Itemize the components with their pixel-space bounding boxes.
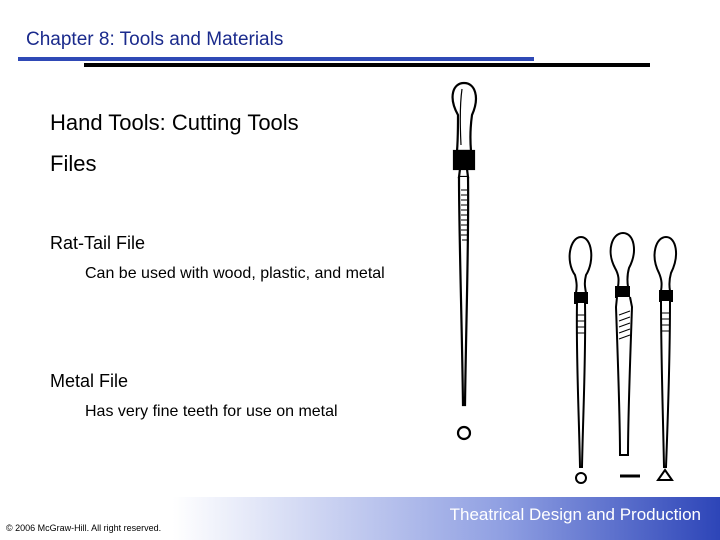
- round-file-icon: [570, 237, 592, 483]
- metal-file-description: Has very fine teeth for use on metal: [85, 403, 338, 420]
- files-illustration-icon: [420, 75, 700, 495]
- header-rule-blue: [18, 57, 534, 61]
- flat-file-icon: [611, 233, 640, 476]
- slide-title: Hand Tools: Cutting Tools: [50, 110, 299, 135]
- rat-tail-file-heading: Rat-Tail File: [50, 233, 146, 253]
- footer-title: Theatrical Design and Production: [449, 505, 701, 524]
- header-rule-black: [84, 63, 650, 67]
- copyright-text: © 2006 McGraw-Hill. All right reserved.: [6, 523, 162, 533]
- slide-subtitle: Files: [50, 151, 97, 176]
- rat-tail-file-description: Can be used with wood, plastic, and metal: [85, 265, 385, 282]
- triangular-file-icon: [655, 237, 676, 480]
- rat-tail-file-icon: [453, 83, 476, 439]
- metal-file-heading: Metal File: [50, 371, 129, 391]
- chapter-title: Chapter 8: Tools and Materials: [26, 29, 284, 50]
